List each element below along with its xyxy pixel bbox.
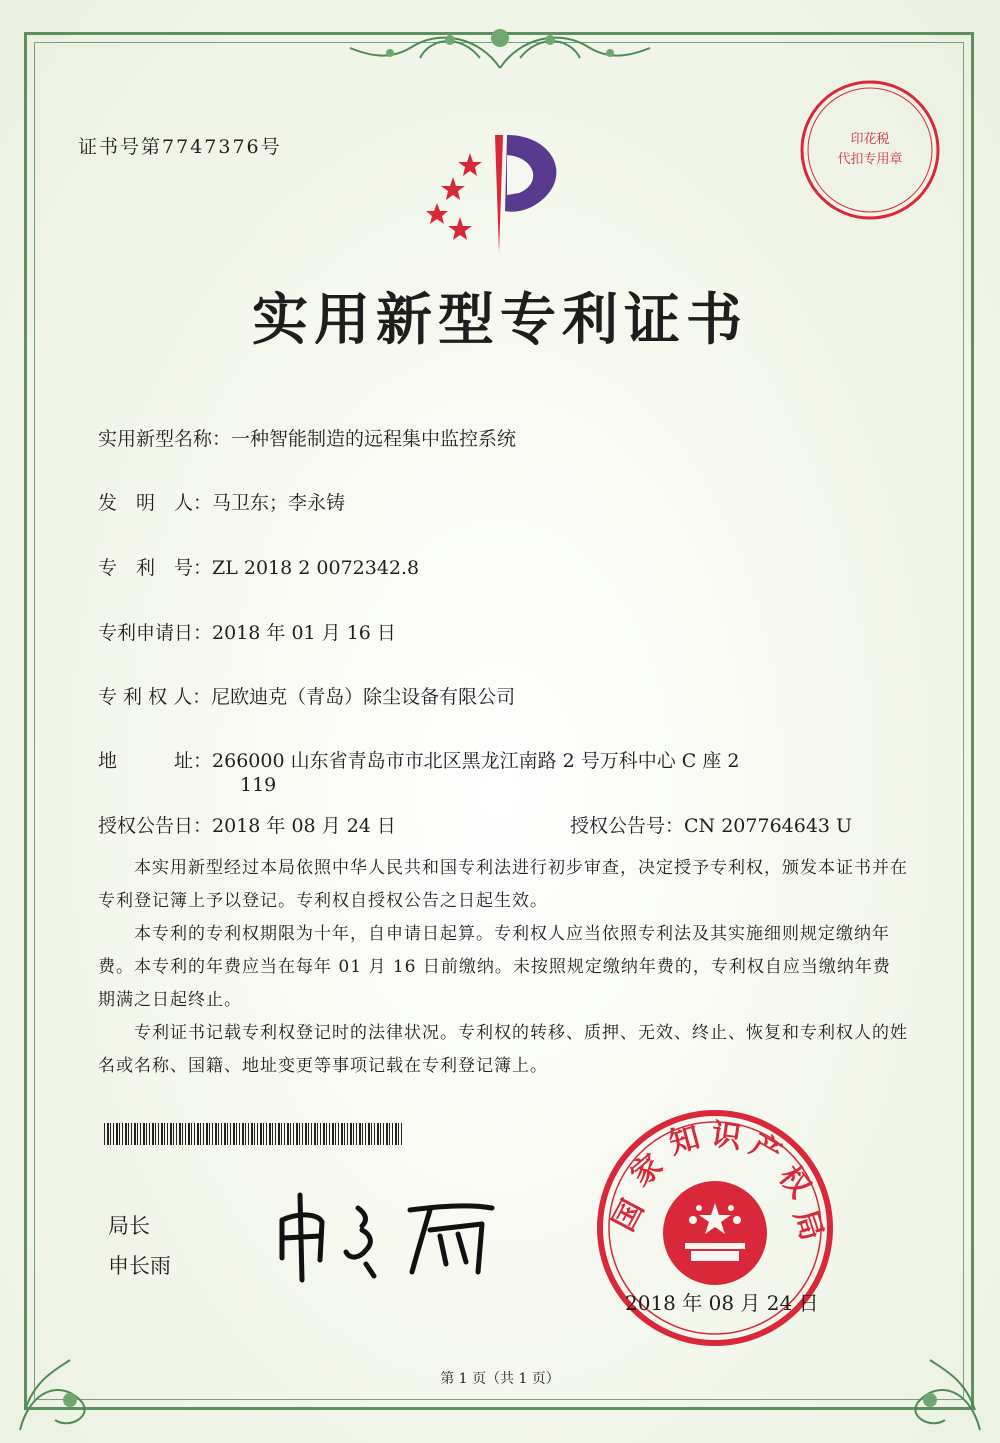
grant-number-label: 授权公告号： [570, 815, 685, 837]
grant-date-value: 2018 年 08 月 24 日 [212, 815, 396, 837]
top-ornament [330, 18, 670, 78]
utility-model-name-row [98, 424, 516, 451]
svg-text:识: 识 [709, 1117, 744, 1157]
body-paragraph-1: 本实用新型经过本局依照中华人民共和国专利法进行初步审查，决定授予专利权，颁发本证书并在专利登记簿上予以登记。专利权自授权公告之日起生效。 [98, 858, 908, 911]
address-row [98, 746, 740, 773]
grant-date-label: 授权公告日： [98, 815, 213, 837]
page-indicator: 第 1 页（共 1 页） [440, 1371, 560, 1387]
svg-text:国: 国 [606, 1194, 652, 1237]
address-value-line1: 266000 山东省青岛市市北区黑龙江南路 2 号万科中心 C 座 2 [212, 750, 740, 772]
svg-text:产: 产 [744, 1127, 788, 1173]
application-date-value: 2018 年 01 月 16 日 [212, 622, 396, 644]
svg-text:家: 家 [624, 1147, 670, 1194]
patentee-label: 专 利 权 人： [98, 686, 212, 708]
patent-number-value: ZL 2018 2 0072342.8 [212, 557, 420, 579]
inventor-value: 马卫东；李永铸 [212, 492, 346, 514]
inventor-label: 发 明 人： [98, 492, 213, 514]
grant-number-value: CN 207764643 U [684, 815, 853, 837]
patent-number-row [98, 553, 419, 580]
cnipa-logo-icon [415, 125, 585, 255]
address-label: 地 址： [98, 750, 213, 772]
svg-text:知: 知 [665, 1120, 704, 1162]
body-paragraph-3: 专利证书记载专利权登记时的法律状况。专利权的转移、质押、无效、终止、恢复和专利权人的姓名或名称、国籍、地址变更等事项记载在专利登记簿上。 [98, 1023, 908, 1076]
patent-number-label: 专 利 号： [98, 557, 213, 579]
barcode [104, 1123, 404, 1145]
director-title: 局长 [108, 1214, 150, 1238]
utility-model-name-value: 一种智能制造的远程集中监控系统 [231, 428, 517, 450]
svg-text:局: 局 [786, 1205, 830, 1245]
utility-model-name-label: 实用新型名称： [98, 428, 232, 450]
handwritten-signature [270, 1180, 510, 1290]
address-value-line2: 119 [240, 774, 277, 796]
grant-number-row [570, 811, 852, 838]
certificate-title: 实用新型专利证书 [252, 288, 748, 353]
seal-date: 2018 年 08 月 24 日 [625, 1291, 819, 1315]
patentee-value: 尼欧迪克（青岛）除尘设备有限公司 [211, 686, 516, 708]
inventor-row [98, 488, 345, 515]
body-paragraph-2: 本专利的专利权期限为十年，自申请日起算。专利权人应当依照专利法及其实施细则规定缴纳年费。本专利的年费应当在每年 01 月 16 日前缴纳。未按照规定缴纳年费的，专利权自应当缴纳年费期满之日起终止。 [98, 924, 891, 1010]
tax-stamp-seal [795, 75, 945, 225]
svg-text:代扣专用章: 代扣专用章 [837, 152, 903, 167]
patentee-row [98, 682, 515, 709]
application-date-row [98, 618, 396, 645]
director-name: 申长雨 [108, 1254, 171, 1278]
application-date-label: 专利申请日： [98, 622, 213, 644]
svg-text:印花税: 印花税 [850, 132, 890, 147]
certificate-number: 证书号第7747376号 [78, 136, 282, 158]
grant-date-row [98, 811, 396, 838]
svg-text:权: 权 [771, 1159, 818, 1205]
